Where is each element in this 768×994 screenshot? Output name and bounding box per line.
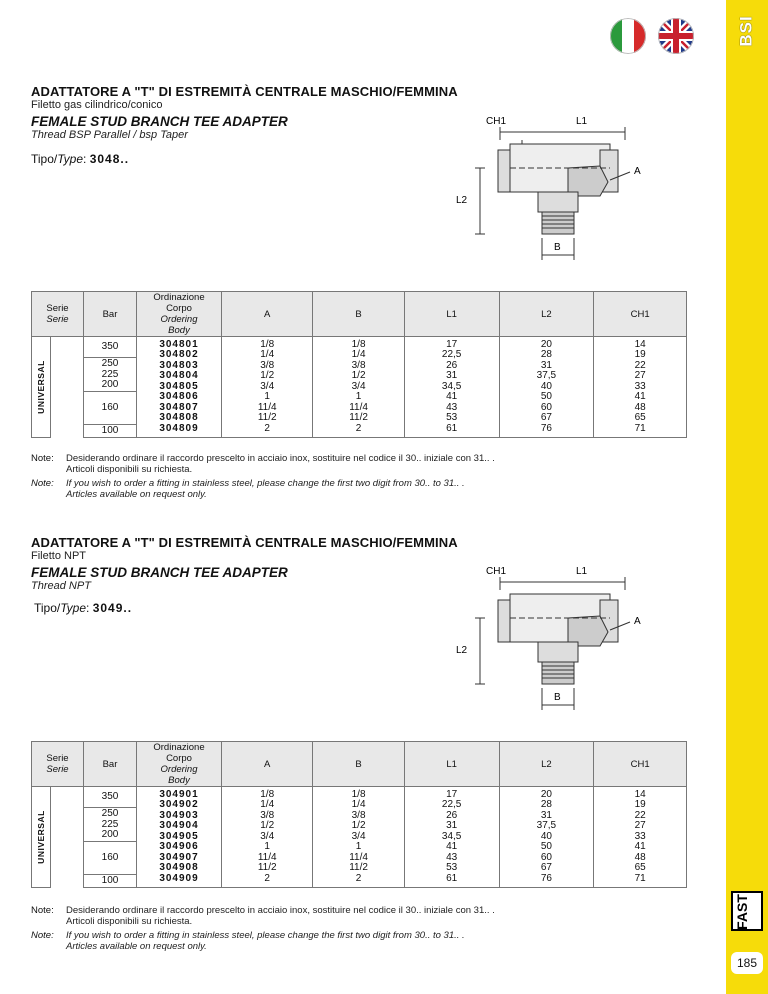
section-title-en: FEMALE STUD BRANCH TEE ADAPTER	[31, 565, 288, 580]
section-title-en: FEMALE STUD BRANCH TEE ADAPTER	[31, 114, 288, 129]
table-cell: 53	[446, 862, 458, 874]
section-subtitle-it: Filetto NPT	[31, 550, 87, 562]
table-cell: 2	[355, 872, 362, 884]
table-cell: 33	[634, 830, 646, 842]
type-code: Tipo/Type: 3048..	[31, 152, 130, 166]
table-cell: 1	[355, 841, 362, 853]
table-cell: 40	[540, 380, 552, 392]
table-cell: 3/4	[260, 380, 275, 392]
table-cell: 304801	[159, 338, 199, 350]
svg-text:FAST: FAST	[734, 894, 750, 930]
table-cell: 43	[446, 851, 458, 863]
table-cell: 41	[634, 391, 646, 403]
table-cell: 14	[634, 788, 646, 800]
table-cell: 1/2	[260, 370, 275, 382]
table-cell: 304908	[159, 862, 199, 874]
table-cell: 33	[634, 380, 646, 392]
italy-flag-icon[interactable]	[610, 18, 646, 54]
table-cell: 304805	[159, 380, 199, 392]
table-cell: 65	[634, 412, 646, 424]
values-b	[313, 787, 404, 888]
table-cell: 48	[634, 401, 646, 413]
uk-flag-icon[interactable]	[658, 18, 694, 54]
table-cell: 61	[446, 872, 458, 884]
table-cell: 11/2	[349, 412, 368, 424]
table-cell: 1/4	[260, 349, 275, 361]
table-cell: 304802	[159, 349, 199, 361]
col-a: A	[222, 742, 313, 787]
table-cell: 19	[634, 349, 646, 361]
table-cell: 61	[446, 422, 458, 434]
table-cell: 1/4	[260, 799, 275, 811]
table-cell: 304902	[159, 799, 199, 811]
table-cell: 304904	[159, 820, 199, 832]
values-ch1	[594, 337, 687, 438]
svg-text:L1: L1	[576, 566, 588, 577]
table-cell: 304909	[159, 872, 199, 884]
table-cell: 3/4	[351, 380, 366, 392]
table-cell: 31	[446, 370, 458, 382]
type-code: Tipo/Type: 3049..	[34, 601, 133, 615]
bar-column: 350 250 225 200 160 100	[84, 787, 137, 888]
ordering-codes	[137, 787, 222, 888]
table-cell: 31	[540, 359, 552, 371]
table-cell: 304803	[159, 359, 199, 371]
section-subtitle-it: Filetto gas cilindrico/conico	[31, 99, 163, 111]
col-serie: Serie Serie	[32, 292, 84, 337]
table-cell: 34,5	[441, 830, 462, 842]
col-a: A	[222, 292, 313, 337]
table-cell: 17	[446, 338, 458, 350]
table-cell: 50	[540, 841, 552, 853]
section-subtitle-en: Thread BSP Parallel / bsp Taper	[31, 129, 188, 141]
table-cell: 71	[634, 872, 646, 884]
svg-text:L2: L2	[456, 195, 468, 206]
table-cell: 41	[634, 841, 646, 853]
table-cell: 22	[634, 359, 646, 371]
col-l2: L2	[499, 742, 594, 787]
col-ch1: CH1	[594, 742, 687, 787]
svg-text:L1: L1	[576, 116, 588, 127]
col-bar: Bar	[84, 742, 137, 787]
table-cell: 27	[634, 370, 646, 382]
table-cell: 34,5	[441, 380, 462, 392]
values-l1	[404, 787, 499, 888]
svg-text:CH1: CH1	[486, 116, 507, 127]
table-cell: 20	[540, 788, 552, 800]
col-serie: Serie Serie	[32, 742, 84, 787]
section-title-it: ADATTATORE A "T" DI ESTREMITÀ CENTRALE MASCHIO/FEMMINA	[31, 535, 458, 550]
col-ordering: Ordinazione Corpo Ordering Body	[137, 292, 222, 337]
page-number: 185	[726, 952, 768, 974]
notes-npt: Note: Desiderando ordinare il raccordo prescelto in acciaio inox, sostituire nel codice il 30.. iniziale con 31.. . Articoli disponibili su richiesta. Note: If you wish to order a fitting in stainless steel, please change the first two digit from 30.. to 31.. . Articles available on request only.	[31, 905, 495, 952]
svg-text:B: B	[554, 242, 561, 253]
table-cell: 28	[540, 799, 552, 811]
table-cell: 3/4	[351, 830, 366, 842]
spec-table-bsp	[31, 291, 687, 438]
table-cell: 1/4	[351, 799, 366, 811]
col-ordering: Ordinazione Corpo Ordering Body	[137, 742, 222, 787]
table-cell: 65	[634, 862, 646, 874]
table-cell: 1/8	[260, 338, 275, 350]
values-b	[313, 337, 404, 438]
table-cell: 304907	[159, 851, 199, 863]
section-title-it: ADATTATORE A "T" DI ESTREMITÀ CENTRALE MASCHIO/FEMMINA	[31, 84, 458, 99]
table-cell: 1/8	[351, 338, 366, 350]
table-cell: 2	[264, 422, 270, 434]
table-cell: 71	[634, 422, 646, 434]
table-cell: 11/4	[349, 851, 368, 863]
table-cell: 304809	[159, 422, 199, 434]
table-cell: 2	[264, 872, 270, 884]
table-cell: 67	[540, 862, 552, 874]
table-cell: 31	[446, 820, 458, 832]
table-cell: 60	[540, 851, 552, 863]
svg-text:A: A	[634, 166, 641, 177]
values-a	[222, 337, 313, 438]
table-cell: 1	[264, 391, 270, 403]
col-b: B	[313, 742, 404, 787]
section-subtitle-en: Thread NPT	[31, 580, 91, 592]
table-cell: 76	[540, 422, 552, 434]
table-cell: 28	[540, 349, 552, 361]
table-cell: 53	[446, 412, 458, 424]
table-cell: 11/2	[257, 862, 277, 874]
table-cell: 3/8	[351, 809, 366, 821]
bsi-badge: BSI	[737, 15, 756, 47]
table-cell: 11/2	[257, 412, 277, 424]
table-cell: 11/2	[349, 862, 368, 874]
values-l2	[499, 337, 594, 438]
table-cell: 60	[540, 401, 552, 413]
table-cell: 304905	[159, 830, 199, 842]
col-ch1: CH1	[594, 292, 687, 337]
bar-column: 350 250 225 200 160 100	[84, 337, 137, 438]
tee-adapter-drawing	[450, 560, 660, 720]
values-ch1	[594, 787, 687, 888]
col-l1: L1	[404, 292, 499, 337]
spec-table-npt	[31, 741, 687, 888]
table-cell: 22,5	[441, 799, 462, 811]
table-cell: 1/2	[351, 820, 366, 832]
values-a	[222, 787, 313, 888]
brand-sidebar	[726, 0, 768, 994]
svg-text:L2: L2	[456, 645, 468, 656]
serie-universal: UNIVERSAL	[32, 787, 51, 888]
table-cell: 19	[634, 799, 646, 811]
table-cell: 1/2	[351, 370, 366, 382]
table-cell: 304804	[159, 370, 199, 382]
table-cell: 11/4	[257, 401, 277, 413]
table-cell: 3/8	[260, 359, 275, 371]
table-cell: 3/4	[260, 830, 275, 842]
table-cell: 41	[446, 841, 458, 853]
svg-text:B: B	[554, 692, 561, 703]
table-cell: 304807	[159, 401, 199, 413]
table-cell: 31	[540, 809, 552, 821]
table-cell: 1/8	[351, 788, 366, 800]
ordering-codes	[137, 337, 222, 438]
table-cell: 1	[355, 391, 362, 403]
table-cell: 22	[634, 809, 646, 821]
table-cell: 48	[634, 851, 646, 863]
table-cell: 1/4	[351, 349, 366, 361]
table-cell: 2	[355, 422, 362, 434]
table-cell: 67	[540, 412, 552, 424]
table-cell: 1/8	[260, 788, 275, 800]
svg-text:CH1: CH1	[486, 566, 507, 577]
table-cell: 17	[446, 788, 458, 800]
table-cell: 11/4	[349, 401, 368, 413]
table-cell: 26	[446, 359, 458, 371]
tee-adapter-drawing	[450, 110, 660, 270]
table-cell: 41	[446, 391, 458, 403]
svg-text:A: A	[634, 616, 641, 627]
table-cell: 40	[540, 830, 552, 842]
table-cell: 304806	[159, 391, 199, 403]
table-cell: 20	[540, 338, 552, 350]
col-b: B	[313, 292, 404, 337]
table-cell: 304906	[159, 841, 199, 853]
table-cell: 43	[446, 401, 458, 413]
values-l1	[404, 337, 499, 438]
table-cell: 27	[634, 820, 646, 832]
table-cell: 3/8	[351, 359, 366, 371]
table-cell: 26	[446, 809, 458, 821]
serie-universal: UNIVERSAL	[32, 337, 51, 438]
table-cell: 3/8	[260, 809, 275, 821]
table-cell: 76	[540, 872, 552, 884]
table-cell: 1	[264, 841, 270, 853]
table-cell: 304903	[159, 809, 199, 821]
fast-logo	[729, 890, 765, 932]
col-l1: L1	[404, 742, 499, 787]
col-bar: Bar	[84, 292, 137, 337]
table-cell: 304901	[159, 788, 199, 800]
notes-bsp: Note: Desiderando ordinare il raccordo prescelto in acciaio inox, sostituire nel codice il 30.. iniziale con 31.. . Articoli disponibili su richiesta. Note: If you wish to order a fitting in stainless steel, please change the first two digit from 30.. to 31.. . Articles available on request only.	[31, 453, 495, 500]
table-cell: 50	[540, 391, 552, 403]
table-cell: 1/2	[260, 820, 275, 832]
table-cell: 37,5	[536, 820, 557, 832]
table-cell: 37,5	[536, 370, 557, 382]
col-l2: L2	[499, 292, 594, 337]
table-cell: 22,5	[441, 349, 462, 361]
table-cell: 14	[634, 338, 646, 350]
table-cell: 11/4	[257, 851, 277, 863]
table-cell: 304808	[159, 412, 199, 424]
values-l2	[499, 787, 594, 888]
